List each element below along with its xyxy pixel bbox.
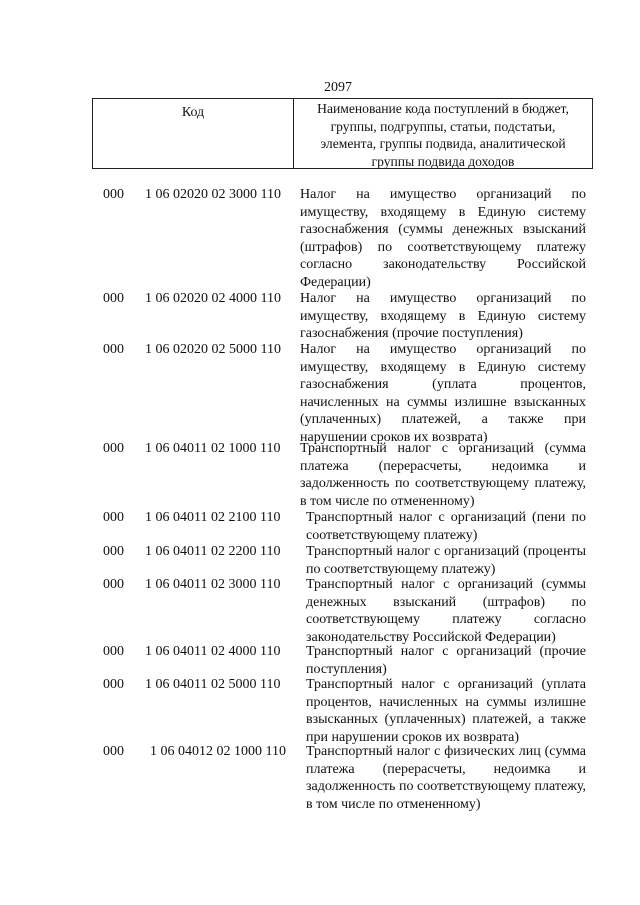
page-number: 2097 xyxy=(324,80,352,95)
revenue-code: 1 06 04011 02 5000 110 xyxy=(145,677,281,692)
revenue-code: 1 06 04011 02 4000 110 xyxy=(145,644,281,659)
admin-code: 000 xyxy=(103,441,124,456)
revenue-name: Транспортный налог с организаций (прочие поступления) xyxy=(306,644,586,677)
revenue-name: Транспортный налог с организаций (суммы денежных взысканий (штрафов) по соответствующему платежу согласно законодательству Российской Федерации) xyxy=(306,577,586,645)
admin-code: 000 xyxy=(103,577,124,592)
revenue-name: Транспортный налог с организаций (сумма платежа (перерасчеты, недоимка и задолженность по соответствующему платежу, в том числе по отмененному) xyxy=(300,441,586,509)
admin-code: 000 xyxy=(103,291,124,306)
revenue-name: Транспортный налог с организаций (пени по соответствующему платежу) xyxy=(306,510,586,543)
revenue-name: Транспортный налог с организаций (проценты по соответствующему платежу) xyxy=(306,544,586,577)
header-name-label: Наименование кода поступлений в бюджет, группы, подгруппы, статьи, подстатьи, элемента, группы подвида, аналитической группы подвида доходов xyxy=(317,101,569,169)
revenue-code: 1 06 04011 02 2200 110 xyxy=(145,544,281,559)
admin-code: 000 xyxy=(103,544,124,559)
revenue-code: 1 06 04011 02 1000 110 xyxy=(145,441,281,456)
revenue-name: Налог на имущество организаций по имуществу, входящему в Единую систему газоснабжения (прочие поступления) xyxy=(300,291,586,341)
admin-code: 000 xyxy=(103,342,124,357)
admin-code: 000 xyxy=(103,744,124,759)
admin-code: 000 xyxy=(103,644,124,659)
revenue-name: Налог на имущество организаций по имуществу, входящему в Единую систему газоснабжения (уплата процентов, начисленных на суммы излишне взысканных (уплаченных) платежей, а также при нарушении сроков их возврата) xyxy=(300,342,586,445)
revenue-name: Налог на имущество организаций по имуществу, входящему в Единую систему газоснабжения (суммы денежных взысканий (штрафов) по соответствующему платежу согласно законодательству Российской Федерации) xyxy=(300,187,586,290)
revenue-code: 1 06 02020 02 3000 110 xyxy=(145,187,281,202)
revenue-code: 1 06 04011 02 2100 110 xyxy=(145,510,281,525)
header-code-label: Код xyxy=(93,99,294,169)
revenue-code: 1 06 04011 02 3000 110 xyxy=(145,577,281,592)
revenue-code: 1 06 04012 02 1000 110 xyxy=(150,744,286,759)
revenue-code: 1 06 02020 02 5000 110 xyxy=(145,342,281,357)
revenue-name: Транспортный налог с физических лиц (сумма платежа (перерасчеты, недоимка и задолженность по соответствующему платежу, в том числе по отмененному) xyxy=(306,744,586,812)
revenue-code: 1 06 02020 02 4000 110 xyxy=(145,291,281,306)
admin-code: 000 xyxy=(103,677,124,692)
revenue-name: Транспортный налог с организаций (уплата процентов, начисленных на суммы излишне взысканных (уплаченных) платежей, а также при нарушении сроков их возврата) xyxy=(306,677,586,745)
admin-code: 000 xyxy=(103,510,124,525)
admin-code: 000 xyxy=(103,187,124,202)
